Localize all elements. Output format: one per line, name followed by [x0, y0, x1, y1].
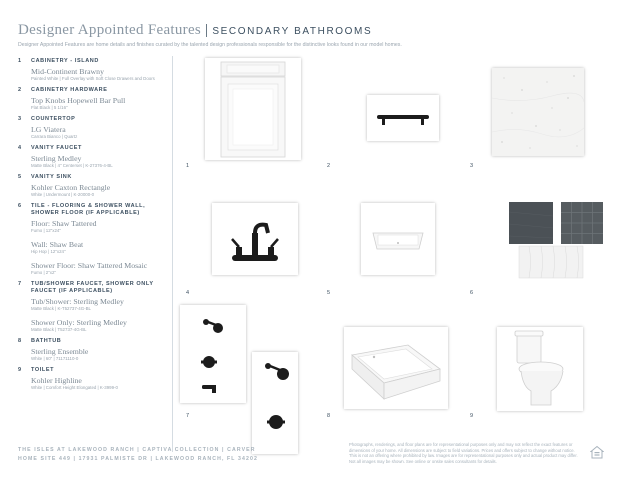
bar-pull-tile [367, 95, 439, 141]
spec-product: Wall: Shaw Beat [31, 240, 84, 249]
tub-shower-set-icon [180, 305, 246, 403]
community-line: THE ISLES AT LAKEWOOD RANCH | CAPTIVA COLLECTION | CARVER [18, 447, 256, 453]
spec-description: White | Comfort Height Elongated | K-3999-0 [31, 385, 118, 390]
spec-product: Kohler Highline [31, 376, 82, 385]
column-divider [172, 56, 173, 452]
spec-description: Carrara Bianco | Quartz [31, 134, 78, 139]
shower-only-faucet-tile [252, 352, 298, 454]
spec-list [18, 58, 168, 396]
disclaimer: Photographs, renderings, and floor plans are for representational purposes only and may not reflect the exact features or dimensions of your home. All dimensions are subject to field variations. Prices and offers subject to change without notice. This is not an offering where prohibited by law. Images are for representational purposes only and actual product may differ. Not all images may be shown. See online or onsite sales consultants for details. [349, 442, 578, 464]
spec-item [18, 367, 168, 391]
vanity-sink-tile [361, 203, 435, 275]
page-header [18, 22, 608, 48]
spec-item [18, 281, 168, 333]
spec-item [18, 58, 168, 82]
spec-number: 1 [18, 58, 22, 64]
cabinet-door-icon [205, 58, 301, 160]
spec-category: BATHTUB [31, 338, 62, 344]
tile-label-2: 2 [327, 163, 331, 169]
spec-number: 9 [18, 367, 22, 373]
spec-category: VANITY FAUCET [31, 145, 82, 151]
spec-product: LG Viatera [31, 125, 66, 134]
spec-category: TILE - FLOORING & SHOWER WALL, SHOWER FLOOR (IF APPLICABLE) [31, 203, 146, 216]
spec-product: Shower Only: Sterling Medley [31, 318, 127, 327]
page-title [18, 22, 608, 39]
spec-number: 7 [18, 281, 22, 287]
spec-description: Flat Black | 5 1/16" [31, 105, 68, 110]
tile-label-5: 5 [327, 290, 331, 296]
address-line: HOME SITE 449 | 17931 PALMISTE DR | LAKEWOOD RANCH, FL 34202 [18, 456, 258, 462]
spec-product: Sterling Ensemble [31, 347, 89, 356]
spec-product: Shower Floor: Shaw Tattered Mosaic [31, 261, 148, 270]
spec-item [18, 338, 168, 362]
spec-item [18, 203, 168, 276]
spec-item [18, 145, 168, 169]
cabinet-tile [205, 58, 301, 160]
spec-item [18, 174, 168, 198]
spec-description: Matte Black | 4" Centerset | K-27376-4-BL [31, 163, 113, 168]
tile-label-3: 3 [470, 163, 474, 169]
spec-category: VANITY SINK [31, 174, 72, 180]
spec-product: Kohler Caxton Rectangle [31, 183, 111, 192]
shower-only-set-icon [252, 352, 298, 454]
spec-number: 8 [18, 338, 22, 344]
tile-label-1: 1 [186, 163, 190, 169]
spec-product: Floor: Shaw Tattered [31, 219, 97, 228]
spec-category: CABINETRY - ISLAND [31, 58, 99, 64]
spec-category: TOILET [31, 367, 55, 373]
title-text: Designer Appointed Features [18, 22, 202, 38]
tile-label-8: 8 [327, 413, 331, 419]
spec-product: Sterling Medley [31, 154, 82, 163]
spec-description: White | 60" | 71171110-0 [31, 356, 79, 361]
spec-description: Fumo | 12"x24" [31, 228, 61, 233]
title-separator: | [205, 22, 209, 38]
spec-number: 2 [18, 87, 22, 93]
bar-pull-icon [367, 95, 439, 141]
toilet-tile [497, 327, 583, 411]
spec-gap [31, 234, 168, 238]
bathtub-icon [344, 327, 448, 409]
spec-category: COUNTERTOP [31, 116, 76, 122]
spec-description: Hip Hop | 12"x24" [31, 249, 66, 254]
sink-icon [361, 203, 435, 275]
spec-number: 3 [18, 116, 22, 122]
tile-label-6: 6 [470, 290, 474, 296]
toilet-icon [497, 327, 583, 411]
spec-product: Top Knobs Hopewell Bar Pull [31, 96, 126, 105]
faucet-icon [212, 203, 298, 275]
spec-description: Fumo | 2"x2" [31, 270, 56, 275]
spec-category: CABINETRY HARDWARE [31, 87, 108, 93]
section-title: SECONDARY BATHROOMS [212, 26, 373, 37]
vanity-faucet-tile [212, 203, 298, 275]
quartz-swatch [492, 68, 584, 156]
spec-number: 6 [18, 203, 22, 209]
spec-description: Painted White | Full Overlay with Soft Close Drawers and Doors [31, 76, 155, 81]
tile-samples [507, 202, 603, 280]
countertop-tile [492, 68, 584, 156]
bathtub-tile [344, 327, 448, 409]
tile-label-7: 7 [186, 413, 190, 419]
spec-item [18, 87, 168, 111]
tile-label-4: 4 [186, 290, 190, 296]
community-info [18, 446, 258, 464]
tub-shower-faucet-tile [180, 305, 246, 403]
spec-gap [31, 312, 168, 316]
spec-gap [31, 255, 168, 259]
spec-category: TUB/SHOWER FAUCET, SHOWER ONLY FAUCET (IF APPLICABLE) [31, 281, 154, 294]
tile-label-9: 9 [470, 413, 474, 419]
spec-number: 5 [18, 174, 22, 180]
spec-number: 4 [18, 145, 22, 151]
spec-description: Matte Black | K-T52737-4G-BL [31, 306, 91, 311]
spec-product: Mid-Continent Brawny [31, 67, 104, 76]
spec-description: Matte Black | T52737-4G-BL [31, 327, 87, 332]
tile-samples-tile [507, 202, 603, 280]
page-subtitle: Designer Appointed Features are home details and finishes curated by the talented design professionals responsible for the distinctive looks found in our model homes. [18, 42, 402, 48]
spec-description: White | Undermount | K-20000-0 [31, 192, 95, 197]
equal-housing-icon [590, 445, 604, 459]
spec-item [18, 116, 168, 140]
spec-product: Tub/Shower: Sterling Medley [31, 297, 124, 306]
